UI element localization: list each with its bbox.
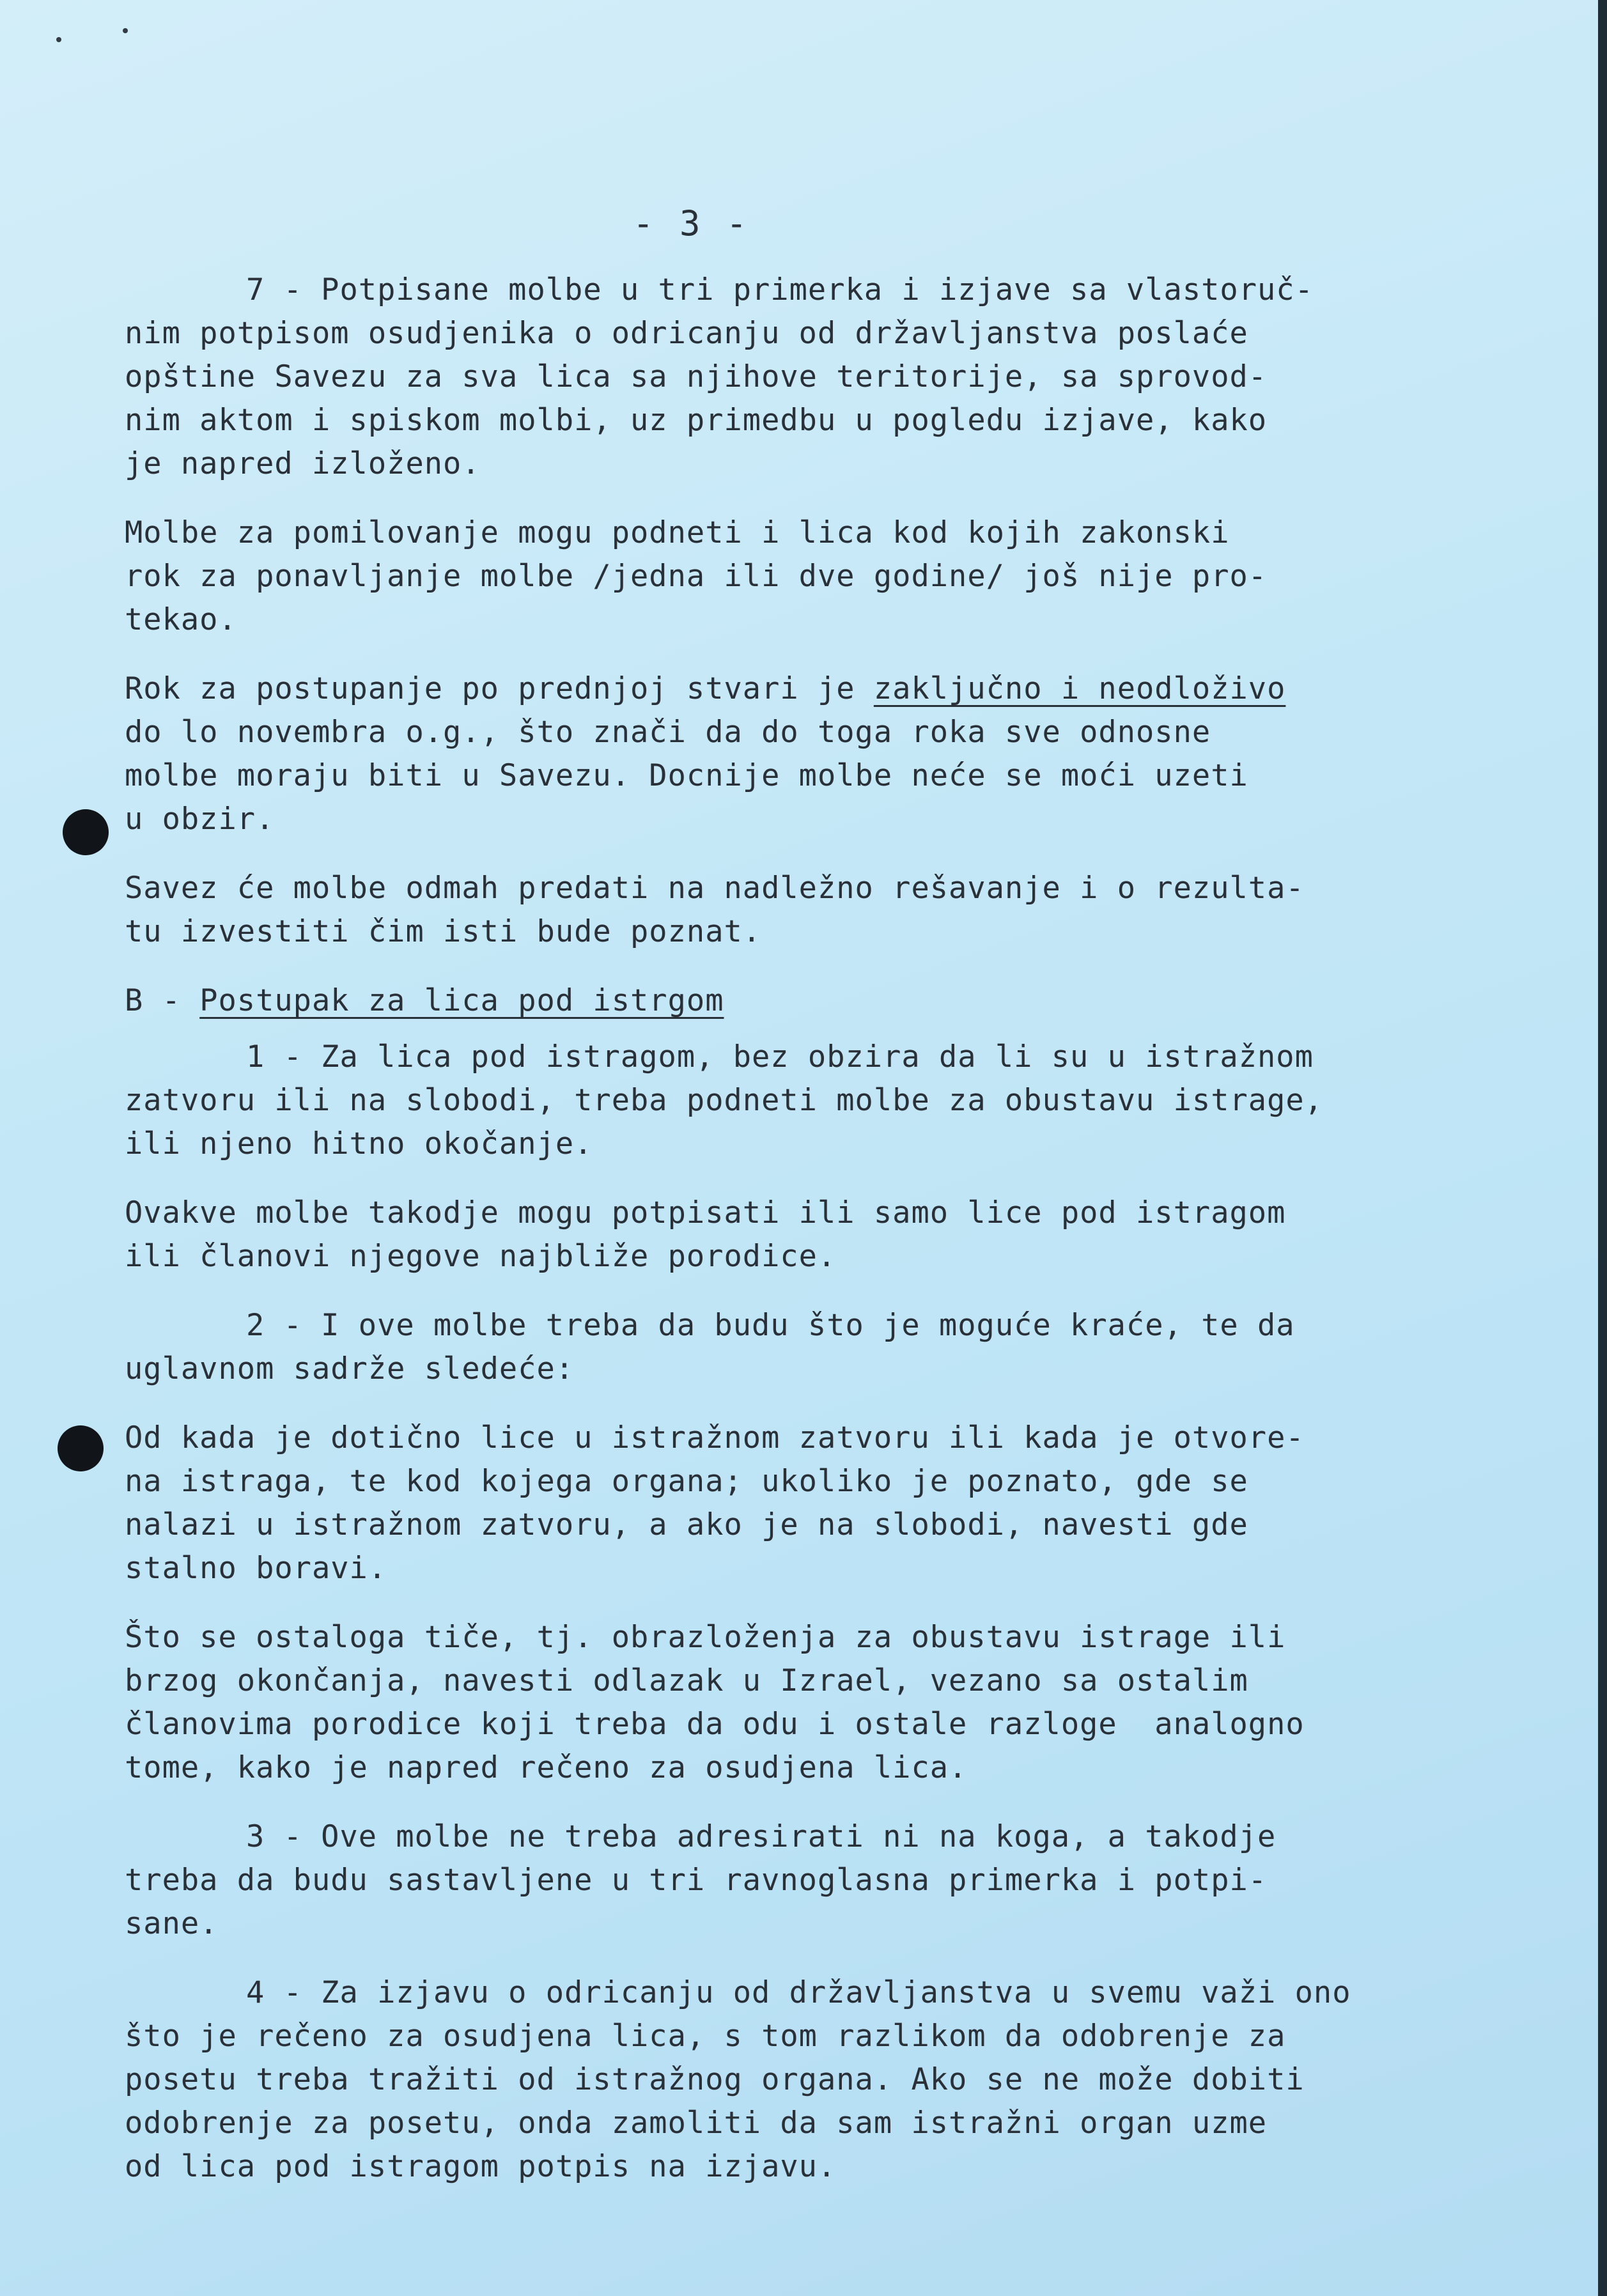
text-line: stalno boravi.: [125, 1551, 387, 1586]
text-line: 2 - I ove molbe treba da budu što je moguće kraće, te da: [246, 1308, 1295, 1343]
section-b-title: Postupak za lica pod istrgom: [199, 983, 724, 1018]
paragraph-savez: [125, 867, 1409, 954]
text-line: ili njeno hitno okočanje.: [125, 1126, 593, 1161]
document-body: [125, 268, 1409, 2214]
text-line: ili članovi njegove najbliže porodice.: [125, 1239, 837, 1274]
section-b-label: B -: [125, 983, 200, 1018]
text-line: tekao.: [125, 602, 237, 637]
text-line: odobrenje za posetu, onda zamoliti da sam istražni organ uzme: [125, 2106, 1268, 2141]
text-line: uglavnom sadrže sledeće:: [125, 1351, 575, 1386]
paper-speck: [56, 37, 61, 42]
text-line: nim potpisom osudjenika o odricanju od državljanstva poslaće: [125, 316, 1248, 351]
text-line: do lo novembra o.g., što znači da do toga roka sve odnosne: [125, 715, 1211, 750]
paragraph-b1: [125, 1036, 1409, 1166]
underlined-deadline: zaključno i neodloživo: [873, 671, 1286, 706]
text-line: 4 - Za izjavu o odricanju od državljanstva u svemu važi ono: [246, 1975, 1351, 2010]
punch-hole-bottom: [58, 1425, 104, 1471]
text-line: sane.: [125, 1906, 219, 1941]
text-line: tu izvestiti čim isti bude poznat.: [125, 914, 762, 949]
text-line: što je rečeno za osudjena lica, s tom razlikom da odobrenje za: [125, 2019, 1286, 2054]
text-line: treba da budu sastavljene u tri ravnoglasna primerka i potpi-: [125, 1863, 1268, 1898]
paragraph-rok: [125, 667, 1409, 841]
text-segment: Rok za postupanje po prednjoj stvari je: [125, 671, 874, 706]
paragraph-b2: [125, 1304, 1409, 1391]
text-line: rok za ponavljanje molbe /jedna ili dve godine/ još nije pro-: [125, 559, 1268, 594]
text-line: posetu treba tražiti od istražnog organa. Ako se ne može dobiti: [125, 2062, 1305, 2097]
text-line: je napred izloženo.: [125, 446, 481, 481]
text-line: nim aktom i spiskom molbi, uz primedbu u pogledu izjave, kako: [125, 403, 1268, 438]
text-line: u obzir.: [125, 802, 275, 837]
paragraph-7: [125, 268, 1409, 486]
page-number: - 3 -: [633, 203, 750, 244]
text-line: na istraga, te kod kojega organa; ukoliko je poznato, gde se: [125, 1464, 1248, 1499]
text-line: nalazi u istražnom zatvoru, a ako je na slobodi, navesti gde: [125, 1507, 1248, 1542]
section-b-heading: [125, 979, 1409, 1023]
paper-speck: [123, 28, 128, 33]
text-line: od lica pod istragom potpis na izjavu.: [125, 2149, 837, 2184]
text-line: Molbe za pomilovanje mogu podneti i lica kod kojih zakonski: [125, 515, 1230, 550]
text-line: 7 - Potpisane molbe u tri primerka i izjave sa vlastoruč-: [246, 272, 1314, 307]
text-line: brzog okončanja, navesti odlazak u Izrael, vezano sa ostalim: [125, 1663, 1248, 1698]
text-line: Od kada je dotično lice u istražnom zatvoru ili kada je otvore-: [125, 1420, 1305, 1455]
text-line: članovima porodice koji treba da odu i ostale razloge analogno: [125, 1707, 1305, 1742]
text-line: Savez će molbe odmah predati na nadležno rešavanje i o rezulta-: [125, 871, 1305, 906]
text-line: 3 - Ove molbe ne treba adresirati ni na koga, a takodje: [246, 1819, 1277, 1854]
text-line: zatvoru ili na slobodi, treba podneti molbe za obustavu istrage,: [125, 1083, 1323, 1118]
text-line: tome, kako je napred rečeno za osudjena lica.: [125, 1750, 968, 1785]
paragraph-b4: [125, 1971, 1409, 2189]
paragraph-pomilovanje: [125, 511, 1409, 642]
text-line: Ovakve molbe takodje mogu potpisati ili samo lice pod istragom: [125, 1195, 1286, 1230]
scan-edge: [1598, 0, 1607, 2296]
paragraph-b3: [125, 1815, 1409, 1946]
paragraph-b2-reasons: [125, 1616, 1409, 1790]
text-line: opštine Savezu za sva lica sa njihove teritorije, sa sprovod-: [125, 359, 1268, 394]
text-line: 1 - Za lica pod istragom, bez obzira da li su u istražnom: [246, 1039, 1314, 1074]
text-line: molbe moraju biti u Savezu. Docnije molbe neće se moći uzeti: [125, 758, 1248, 793]
paragraph-b1-note: [125, 1191, 1409, 1278]
text-line-deadline: [125, 667, 1409, 711]
paragraph-b2-details: [125, 1416, 1409, 1590]
punch-hole-top: [63, 809, 109, 855]
text-line: Što se ostaloga tiče, tj. obrazloženja za obustavu istrage ili: [125, 1620, 1286, 1655]
